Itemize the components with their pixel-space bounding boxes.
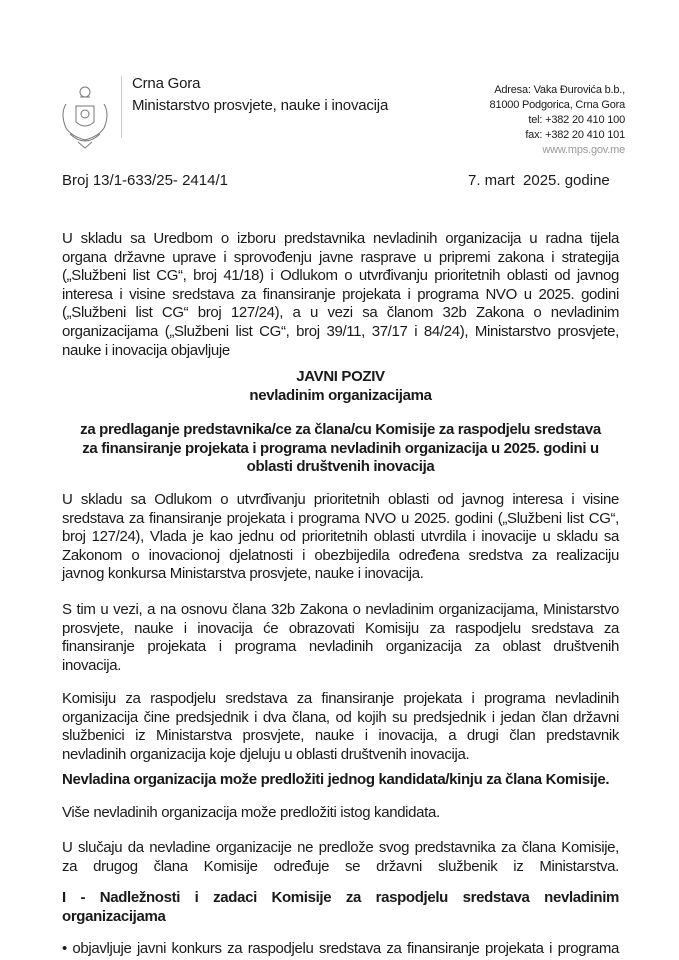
address-block [490,83,625,158]
text-line: broj 127/24), Vlada je kao jednu od prioritetnih oblasti utvrdila i inovacije u skladu sa [62,528,619,546]
fax: fax: +382 20 410 101 [525,129,625,141]
text-line: javnog konkursa Ministarstva prosvjete, nauke i inovacija. [62,565,424,583]
text-line: prosvjete, nauke i inovacija će obrazovati Komisiju za raspodjelu sredstava za [62,619,619,637]
title-line: nevladinim organizacijama [249,386,432,404]
header-divider [121,76,122,138]
ministry-name: Ministarstvo prosvjete, nauke i inovacija [132,97,389,114]
document-date: 7. mart 2025. godine [468,172,610,189]
address-line: Adresa: Vaka Đurovića b.b., [494,84,625,96]
title-line: JAVNI POZIV [296,368,385,385]
website-link[interactable]: www.mps.gov.me [542,144,625,156]
text-line: službenici iz Ministarstva prosvjete, nauke i inovacija, a drugi član predstavnik [62,727,619,745]
text-line: finansiranje projekata i programa nevladinih organizacija za oblast društvenih [62,638,619,656]
heading-line: I - Nadležnosti i zadaci Komisije za raspodjelu sredstava nevladinim [62,889,619,906]
text-line: inovacija. [62,656,122,674]
text-line: za drugog člana Komisije određuje se državni službenik iz Ministarstva. [62,857,619,875]
text-line: („Službeni list CG“, broj 41/18) i Odlukom o utvrđivanju prioritetnih oblasti od javnog [62,267,619,285]
heading-line: organizacijama [62,907,166,925]
text-line: Komisiju za raspodjelu sredstava za finansiranje projekata i programa nevladinih [62,690,619,707]
text-line: nevladinih organizacija koje djeluju u oblasti društvenih inovacija. [62,745,470,763]
section-heading [62,889,619,926]
text-line: S tim u vezi, a na osnovu člana 32b Zakona o nevladinim organizacijama, Ministarstvo [62,601,619,618]
bold-statement [62,771,619,790]
document-title [62,368,619,405]
fallback-paragraph [62,839,619,876]
subtitle-line: za finansiranje projekata i programa nevladinih organizacija u 2025. godini u [82,439,599,457]
text-line: Zakonom o inovacionoj djelatnosti i obezbijedila određena sredstva za realizaciju [62,546,619,564]
address-city: 81000 Podgorica, Crna Gora [489,99,625,111]
text-line: Više nevladinih organizacija može predložiti istog kandidata. [62,804,440,821]
subtitle-line: oblasti društvenih inovacija [246,458,435,476]
subtitle-line: za predlaganje predstavnika/ce za člana/cu Komisije za raspodjelu sredstava [80,421,601,438]
paragraph-1 [62,491,619,584]
intro-paragraph [62,230,619,360]
coat-of-arms-logo [58,84,112,150]
text-line: interesa i visine sredstava za finansiranje projekata i programa NVO u 2025. godini [62,285,619,303]
document-subtitle [62,421,619,477]
text-line: • objavljuje javni konkurs za raspodjelu sredstava za finansiranje projekata i programa [62,940,619,957]
bullet-item [62,940,619,959]
text-line: U slučaju da nevladine organizacije ne predlože svog predstavnika za člana Komisije, [62,839,619,856]
text-line: organa državne uprave i sprovođenju javne rasprave u pripremi zakona i strategija [62,248,619,266]
multiple-note [62,804,619,823]
phone: tel: +382 20 410 100 [528,114,625,126]
paragraph-2 [62,601,619,675]
text-line: sredstava za finansiranje projekata i programa NVO u 2025. godini („Službeni list CG“, [62,509,619,527]
paragraph-3 [62,690,619,764]
reference-number: Broj 13/1-633/25- 2414/1 [62,172,228,189]
text-line: U skladu sa Odlukom o utvrđivanju prioritetnih oblasti od javnog interesa i visine [62,491,619,508]
text-line: U skladu sa Uredbom o izboru predstavnika nevladinih organizacija u radna tijela [62,230,619,247]
text-line: nauke i inovacija objavljuje [62,341,230,359]
country-name: Crna Gora [132,75,201,92]
text-line: Nevladina organizacija može predložiti jednog kandidata/kinju za člana Komisije. [62,771,610,788]
text-line: („Službeni list CG“ broj 127/24), a u vezi sa članom 32b Zakona o nevladinim [62,304,619,322]
text-line: organizacija čine predsjednik i dva člana, od kojih su predsjednik i jedan član državni [62,708,619,726]
text-line: organizacijama („Službeni list CG“, broj 39/11, 37/17 i 84/24), Ministarstvo prosvjete, [62,322,619,340]
